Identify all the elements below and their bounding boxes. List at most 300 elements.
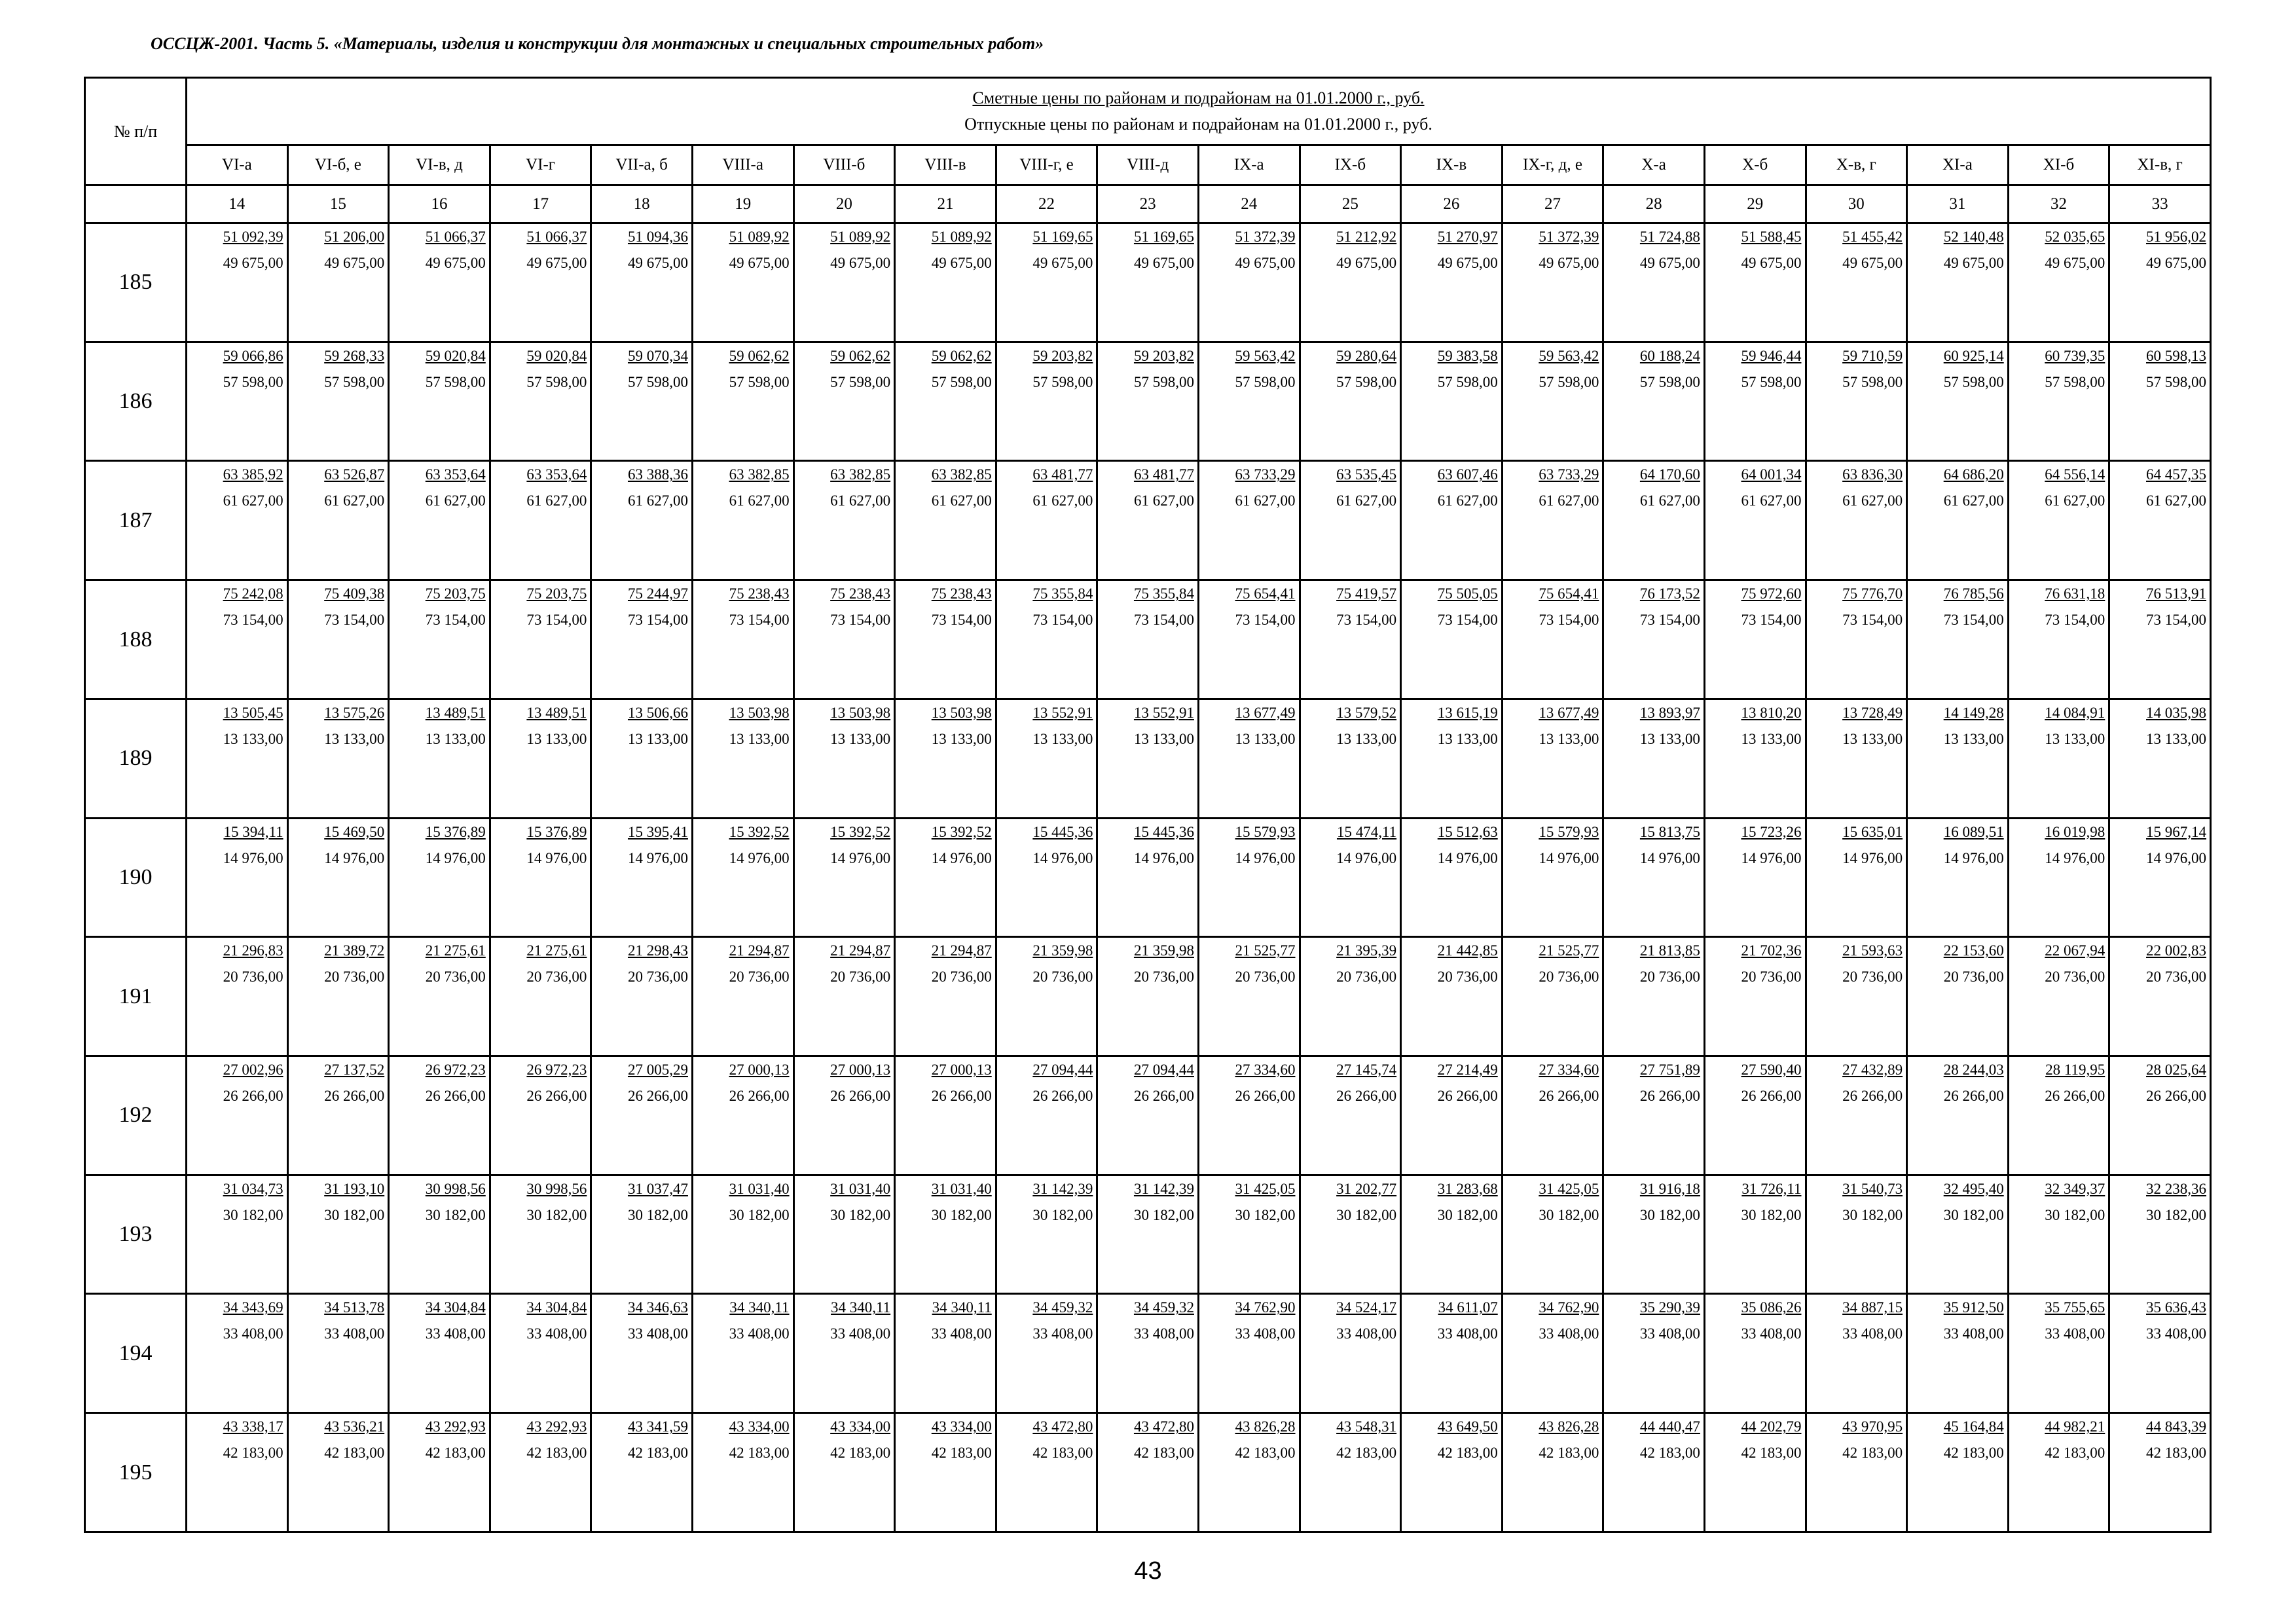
page-header: ОССЦЖ-2001. Часть 5. «Материалы, изделия и конструкции для монтажных и специальных строительных работ» [151,34,1044,53]
release-price: 61 627,00 [1943,492,2004,509]
estimated-price: 51 588,45 [1741,229,1802,245]
estimated-price: 15 723,26 [1741,823,1802,840]
price-cell [2109,580,2211,699]
price-cell [591,1056,693,1175]
estimated-price: 15 392,52 [931,823,992,840]
price-cell [389,818,490,937]
price-cell [1704,1413,1806,1532]
price-cell [2008,580,2109,699]
release-price: 57 598,00 [1336,373,1397,390]
price-cell [1401,1294,1503,1413]
price-cell [1806,937,1907,1056]
release-price: 14 976,00 [1842,849,1903,866]
price-cell [2008,223,2109,342]
release-price: 26 266,00 [1842,1088,1903,1105]
price-cell [1806,1294,1907,1413]
price-cell [287,580,389,699]
estimated-price: 13 489,51 [425,704,486,721]
release-price: 61 627,00 [2045,492,2105,509]
price-cell [490,1413,591,1532]
estimated-price: 75 238,43 [729,585,790,602]
release-price: 73 154,00 [931,612,992,629]
estimated-price: 21 442,85 [1437,942,1498,959]
release-price: 57 598,00 [526,373,587,390]
district-header: X-в, г [1806,145,1907,185]
estimated-price: 64 556,14 [2045,466,2105,483]
release-price: 13 133,00 [1741,730,1802,747]
release-price: 49 675,00 [1741,255,1802,271]
estimated-price: 13 677,49 [1539,704,1599,721]
price-cell [490,580,591,699]
release-price: 61 627,00 [1437,492,1498,509]
estimated-price: 34 762,90 [1539,1299,1599,1316]
price-cell [187,1056,288,1175]
release-price: 49 675,00 [1133,255,1194,271]
estimated-price: 31 034,73 [223,1180,283,1197]
estimated-price: 14 035,98 [2146,704,2206,721]
estimated-price: 27 005,29 [627,1061,688,1079]
price-cell [187,580,288,699]
price-cell [793,342,895,461]
release-price: 33 408,00 [223,1325,283,1342]
price-cell [2109,1413,2211,1532]
estimated-price: 21 525,77 [1235,942,1296,959]
estimated-price: 34 611,07 [1438,1299,1498,1316]
price-table [84,77,2212,1533]
release-price: 26 266,00 [729,1088,790,1105]
price-cell [1806,223,1907,342]
price-cell [996,1294,1097,1413]
release-price: 26 266,00 [830,1088,891,1105]
price-cell [591,1294,693,1413]
price-cell [187,223,288,342]
release-price: 13 133,00 [2146,730,2206,747]
release-price: 30 182,00 [324,1206,385,1223]
release-price: 57 598,00 [324,373,385,390]
release-price: 42 183,00 [1741,1445,1802,1462]
estimated-price: 44 843,39 [2146,1418,2206,1435]
estimated-price: 59 062,62 [830,347,891,364]
column-number: 22 [996,185,1097,223]
estimated-price: 59 563,42 [1539,347,1599,364]
estimated-price: 35 290,39 [1639,1299,1700,1316]
price-cell [591,937,693,1056]
release-price: 30 182,00 [2146,1206,2206,1223]
price-cell [2008,699,2109,818]
table-head [85,78,2211,223]
release-price: 57 598,00 [223,373,283,390]
release-price: 49 675,00 [830,255,891,271]
estimated-price: 27 094,44 [1133,1061,1194,1079]
estimated-price: 27 590,40 [1741,1061,1802,1079]
estimated-price: 43 292,93 [425,1418,486,1435]
price-cell [692,223,793,342]
row-number: 189 [85,699,187,818]
estimated-price: 63 836,30 [1842,466,1903,483]
estimated-price: 31 031,40 [830,1180,891,1197]
release-price: 61 627,00 [1032,492,1093,509]
price-cell [1198,461,1300,580]
price-cell [2109,1056,2211,1175]
estimated-price: 15 376,89 [526,823,587,840]
estimated-price: 43 649,50 [1437,1418,1498,1435]
release-price: 14 976,00 [627,849,688,866]
price-cell [1704,223,1806,342]
estimated-price: 35 086,26 [1741,1299,1802,1316]
price-cell [895,1294,996,1413]
release-price: 49 675,00 [1539,255,1599,271]
price-cell [1603,818,1705,937]
price-cell [895,342,996,461]
estimated-price: 21 702,36 [1741,942,1802,959]
release-price: 14 976,00 [2146,849,2206,866]
release-price: 26 266,00 [931,1088,992,1105]
price-cell [490,1294,591,1413]
price-cell [389,1056,490,1175]
estimated-price: 51 092,39 [223,229,283,245]
price-cell [2109,1175,2211,1294]
release-price: 33 408,00 [931,1325,992,1342]
price-cell [1502,580,1603,699]
estimated-price: 31 425,05 [1235,1180,1296,1197]
release-price: 13 133,00 [526,730,587,747]
price-cell [1097,223,1199,342]
release-price: 49 675,00 [1235,255,1296,271]
estimated-price: 59 020,84 [526,347,587,364]
price-cell [895,937,996,1056]
price-cell [591,461,693,580]
release-price: 33 408,00 [425,1325,486,1342]
estimated-price: 31 193,10 [324,1180,385,1197]
price-cell [1401,699,1503,818]
estimated-price: 64 686,20 [1943,466,2004,483]
release-price: 13 133,00 [1336,730,1397,747]
release-price: 61 627,00 [425,492,486,509]
price-cell [1806,580,1907,699]
release-price: 20 736,00 [2146,969,2206,986]
estimated-price: 75 238,43 [931,585,992,602]
release-price: 61 627,00 [324,492,385,509]
price-cell [1704,699,1806,818]
estimated-price: 13 503,98 [729,704,790,721]
release-price: 13 133,00 [324,730,385,747]
estimated-price: 59 070,34 [627,347,688,364]
release-price: 30 182,00 [1943,1206,2004,1223]
estimated-price: 32 349,37 [2045,1180,2105,1197]
price-cell [692,1056,793,1175]
price-cell [793,818,895,937]
price-cell [692,580,793,699]
release-price: 30 182,00 [1133,1206,1194,1223]
price-cell [1502,1294,1603,1413]
release-price: 57 598,00 [830,373,891,390]
release-price: 30 182,00 [1032,1206,1093,1223]
release-price: 73 154,00 [1336,612,1397,629]
release-price: 57 598,00 [2045,373,2105,390]
release-price: 42 183,00 [324,1445,385,1462]
district-header: VI-б, е [287,145,389,185]
column-number: 15 [287,185,389,223]
estimated-price: 13 615,19 [1437,704,1498,721]
estimated-price: 43 292,93 [526,1418,587,1435]
column-number: 14 [187,185,288,223]
column-number: 20 [793,185,895,223]
price-cell [1097,1056,1199,1175]
price-cell [793,699,895,818]
price-cell [591,1175,693,1294]
release-price: 14 976,00 [324,849,385,866]
estimated-price: 28 244,03 [1943,1061,2004,1079]
estimated-price: 34 340,11 [729,1299,790,1316]
release-price: 42 183,00 [729,1445,790,1462]
price-cell [1198,1413,1300,1532]
estimated-price: 32 495,40 [1943,1180,2004,1197]
price-cell [287,937,389,1056]
price-cell [389,223,490,342]
price-cell [1401,1056,1503,1175]
price-cell [1603,342,1705,461]
estimated-price: 21 294,87 [729,942,790,959]
price-cell [1806,461,1907,580]
price-cell [1806,699,1907,818]
estimated-price: 13 893,97 [1639,704,1700,721]
release-price: 61 627,00 [223,492,283,509]
estimated-price: 44 202,79 [1741,1418,1802,1435]
row-number: 193 [85,1175,187,1294]
release-price: 30 182,00 [1539,1206,1599,1223]
price-cell [287,1056,389,1175]
estimated-price: 13 489,51 [526,704,587,721]
price-cell [1603,580,1705,699]
release-price: 33 408,00 [324,1325,385,1342]
release-price: 42 183,00 [1539,1445,1599,1462]
release-price: 49 675,00 [627,255,688,271]
release-price: 26 266,00 [1133,1088,1194,1105]
release-price: 42 183,00 [1133,1445,1194,1462]
release-price: 42 183,00 [931,1445,992,1462]
district-header: IX-а [1198,145,1300,185]
release-price: 14 976,00 [1235,849,1296,866]
price-cell [287,342,389,461]
release-price: 61 627,00 [830,492,891,509]
price-cell [1300,699,1401,818]
release-price: 33 408,00 [1235,1325,1296,1342]
district-header: X-б [1704,145,1806,185]
estimated-price: 14 149,28 [1943,704,2004,721]
estimated-price: 22 153,60 [1943,942,2004,959]
estimated-price: 60 598,13 [2146,347,2206,364]
release-prices-title: Отпускные цены по районам и подрайонам на 01.01.2000 г., руб. [964,115,1432,134]
price-cell [996,818,1097,937]
estimated-price: 63 535,45 [1336,466,1397,483]
column-number: 18 [591,185,693,223]
table-row [85,580,2211,699]
estimated-price: 13 810,20 [1741,704,1802,721]
release-price: 49 675,00 [1842,255,1903,271]
estimated-price: 15 469,50 [324,823,385,840]
estimated-prices-title: Сметные цены по районам и подрайонам на 01.01.2000 г., руб. [972,88,1425,107]
column-number: 27 [1502,185,1603,223]
release-price: 26 266,00 [324,1088,385,1105]
price-cell [793,580,895,699]
column-number: 23 [1097,185,1199,223]
release-price: 13 133,00 [1133,730,1194,747]
price-cell [287,1413,389,1532]
release-price: 14 976,00 [729,849,790,866]
price-cell [1704,580,1806,699]
estimated-price: 51 372,39 [1539,229,1599,245]
price-cell [187,1294,288,1413]
estimated-price: 51 270,97 [1437,229,1498,245]
price-cell [389,580,490,699]
estimated-price: 51 724,88 [1639,229,1700,245]
release-price: 26 266,00 [1336,1088,1397,1105]
price-cell [1502,937,1603,1056]
release-price: 30 182,00 [830,1206,891,1223]
price-cell [895,818,996,937]
estimated-price: 43 536,21 [324,1418,385,1435]
price-cell [1401,1413,1503,1532]
price-cell [287,1294,389,1413]
price-cell [1401,937,1503,1056]
price-cell [996,1175,1097,1294]
price-cell [996,223,1097,342]
estimated-price: 13 505,45 [223,704,283,721]
price-cell [2109,818,2211,937]
estimated-price: 75 419,57 [1336,585,1397,602]
price-cell [1097,1175,1199,1294]
estimated-price: 27 137,52 [324,1061,385,1079]
price-cell [692,937,793,1056]
estimated-price: 34 340,11 [932,1299,992,1316]
release-price: 49 675,00 [931,255,992,271]
price-cell [389,461,490,580]
release-price: 49 675,00 [324,255,385,271]
release-price: 42 183,00 [2146,1445,2206,1462]
price-cell [2109,461,2211,580]
estimated-price: 43 826,28 [1539,1418,1599,1435]
release-price: 33 408,00 [1336,1325,1397,1342]
release-price: 26 266,00 [2146,1088,2206,1105]
estimated-price: 31 142,39 [1032,1180,1093,1197]
estimated-price: 59 710,59 [1842,347,1903,364]
release-price: 13 133,00 [1842,730,1903,747]
table-row [85,1175,2211,1294]
release-price: 57 598,00 [1133,373,1194,390]
release-price: 20 736,00 [324,969,385,986]
price-cell [1097,580,1199,699]
column-number: 25 [1300,185,1401,223]
release-price: 26 266,00 [1539,1088,1599,1105]
release-price: 61 627,00 [729,492,790,509]
estimated-price: 31 425,05 [1539,1180,1599,1197]
price-cell [1198,1294,1300,1413]
district-header: VII-а, б [591,145,693,185]
estimated-price: 75 505,05 [1437,585,1498,602]
price-cell [1603,1175,1705,1294]
price-cell [996,1056,1097,1175]
price-cell [1401,223,1503,342]
estimated-price: 21 359,98 [1133,942,1194,959]
price-cell [1401,461,1503,580]
estimated-price: 13 503,98 [931,704,992,721]
price-cell [187,937,288,1056]
release-price: 13 133,00 [223,730,283,747]
release-price: 57 598,00 [2146,373,2206,390]
release-price: 26 266,00 [1032,1088,1093,1105]
estimated-price: 51 956,02 [2146,229,2206,245]
release-price: 57 598,00 [1235,373,1296,390]
price-cell [1097,699,1199,818]
release-price: 13 133,00 [1539,730,1599,747]
district-header: VI-г [490,145,591,185]
release-price: 20 736,00 [1235,969,1296,986]
price-cell [1502,1413,1603,1532]
district-header: VIII-д [1097,145,1199,185]
release-price: 33 408,00 [2045,1325,2105,1342]
release-price: 61 627,00 [1336,492,1397,509]
release-price: 73 154,00 [1437,612,1498,629]
estimated-price: 51 089,92 [830,229,891,245]
district-header: VIII-г, е [996,145,1097,185]
release-price: 14 976,00 [931,849,992,866]
estimated-price: 27 334,60 [1235,1061,1296,1079]
estimated-price: 21 275,61 [425,942,486,959]
estimated-price: 75 203,75 [526,585,587,602]
release-price: 57 598,00 [729,373,790,390]
release-price: 20 736,00 [1336,969,1397,986]
estimated-price: 31 142,39 [1133,1180,1194,1197]
row-number: 185 [85,223,187,342]
estimated-price: 51 169,65 [1032,229,1093,245]
estimated-price: 64 001,34 [1741,466,1802,483]
release-price: 73 154,00 [729,612,790,629]
price-cell [2109,223,2211,342]
price-cell [1907,580,2009,699]
price-cell [389,937,490,1056]
estimated-price: 13 552,91 [1133,704,1194,721]
release-price: 26 266,00 [1437,1088,1498,1105]
release-price: 57 598,00 [627,373,688,390]
price-cell [1704,1175,1806,1294]
estimated-price: 63 385,92 [223,466,283,483]
release-price: 33 408,00 [1539,1325,1599,1342]
price-cell [1401,1175,1503,1294]
district-header: VIII-а [692,145,793,185]
table-row [85,1413,2211,1532]
estimated-price: 21 294,87 [931,942,992,959]
release-price: 20 736,00 [223,969,283,986]
release-price: 26 266,00 [1943,1088,2004,1105]
price-cell [1401,580,1503,699]
price-cell [591,580,693,699]
price-cell [591,699,693,818]
estimated-price: 43 472,80 [1032,1418,1093,1435]
release-price: 42 183,00 [1437,1445,1498,1462]
price-cell [1704,342,1806,461]
release-price: 13 133,00 [1943,730,2004,747]
price-cell [1401,342,1503,461]
release-price: 26 266,00 [1639,1088,1700,1105]
price-cell [793,1056,895,1175]
release-price: 42 183,00 [627,1445,688,1462]
price-cell [793,223,895,342]
column-number: 28 [1603,185,1705,223]
release-price: 42 183,00 [1032,1445,1093,1462]
price-cell [692,342,793,461]
estimated-price: 13 579,52 [1336,704,1397,721]
price-cell [1097,1294,1199,1413]
